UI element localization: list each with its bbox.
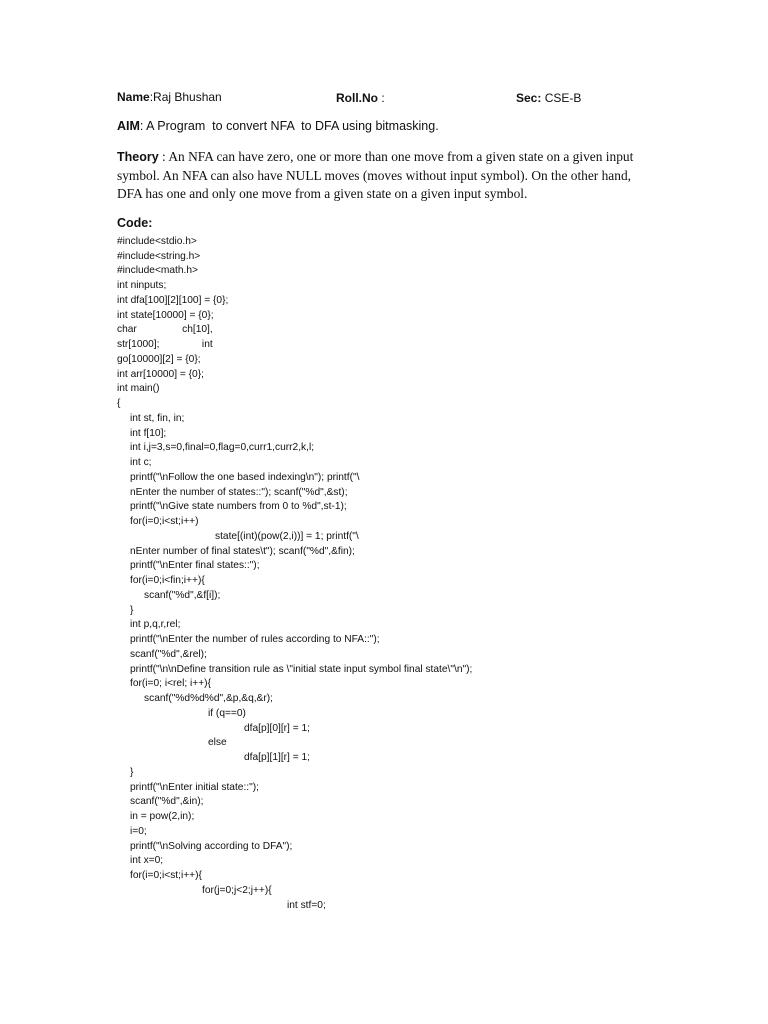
code-line: printf("\nEnter initial state::"); xyxy=(130,782,259,793)
code-line: int c; xyxy=(130,457,152,468)
code-line: scanf("%d",&f[i]); xyxy=(144,590,221,601)
code-line: for(j=0;j<2;j++){ xyxy=(202,885,272,896)
roll-value: : xyxy=(378,91,385,105)
code-line: for(i=0;i<fin;i++){ xyxy=(130,575,205,586)
section-field xyxy=(516,91,581,105)
code-line: #include<stdio.h> xyxy=(117,236,197,247)
name-value: :Raj Bhushan xyxy=(149,90,222,104)
code-line: printf("\nGive state numbers from 0 to %d",st-1); xyxy=(130,501,347,512)
code-line: int f[10]; xyxy=(130,428,167,439)
code-line: state[(int)(pow(2,i))] = 1; printf("\ xyxy=(215,531,359,542)
code-line: printf("\nFollow the one based indexing\n"); printf("\ xyxy=(130,472,360,483)
code-line: char ch[10], xyxy=(117,324,213,335)
code-line: int p,q,r,rel; xyxy=(130,619,181,630)
theory-paragraph xyxy=(117,148,637,204)
name-field xyxy=(117,90,222,104)
aim-line xyxy=(117,119,439,133)
code-heading: Code: xyxy=(117,216,153,230)
code-line: int dfa[100][2][100] = {0}; xyxy=(117,295,229,306)
code-line: nEnter the number of states::"); scanf("%d",&st); xyxy=(130,487,348,498)
code-line: int state[10000] = {0}; xyxy=(117,310,214,321)
code-line: for(i=0;i<st;i++) xyxy=(130,516,199,527)
code-line: scanf("%d",&in); xyxy=(130,796,204,807)
code-line: int arr[10000] = {0}; xyxy=(117,369,204,380)
code-line: go[10000][2] = {0}; xyxy=(117,354,201,365)
roll-field xyxy=(336,91,385,105)
code-line: #include<math.h> xyxy=(117,265,198,276)
code-line: scanf("%d",&rel); xyxy=(130,649,207,660)
code-line: #include<string.h> xyxy=(117,251,201,262)
code-line: else xyxy=(208,737,227,748)
code-line: } xyxy=(130,767,134,778)
name-label: Name xyxy=(117,90,150,104)
code-line: dfa[p][0][r] = 1; xyxy=(244,723,310,734)
code-line: int i,j=3,s=0,final=0,flag=0,curr1,curr2,k,l; xyxy=(130,442,315,453)
code-line: dfa[p][1][r] = 1; xyxy=(244,752,310,763)
theory-label: Theory xyxy=(117,150,159,164)
code-line: str[1000]; int xyxy=(117,339,213,350)
code-line: int stf=0; xyxy=(287,900,326,911)
section-value: CSE-B xyxy=(541,91,582,105)
code-line: int st, fin, in; xyxy=(130,413,185,424)
code-line: printf("\nEnter the number of rules according to NFA::"); xyxy=(130,634,380,645)
code-line: for(i=0; i<rel; i++){ xyxy=(130,678,211,689)
code-line: for(i=0;i<st;i++){ xyxy=(130,870,202,881)
code-line: in = pow(2,in); xyxy=(130,811,195,822)
aim-label: AIM xyxy=(117,119,140,133)
code-line: if (q==0) xyxy=(208,708,246,719)
code-line: } xyxy=(130,605,134,616)
code-line: i=0; xyxy=(130,826,147,837)
code-line: int ninputs; xyxy=(117,280,167,291)
section-label: Sec: xyxy=(516,91,542,105)
code-line: printf("\nEnter final states::"); xyxy=(130,560,260,571)
code-line: int main() xyxy=(117,383,160,394)
code-line: printf("\nSolving according to DFA"); xyxy=(130,841,293,852)
code-line: nEnter number of final states\t"); scanf("%d",&fin); xyxy=(130,546,355,557)
aim-text: : A Program to convert NFA to DFA using bitmasking. xyxy=(139,119,439,133)
code-line: printf("\n\nDefine transition rule as \"initial state input symbol final state\"\n"); xyxy=(130,664,473,675)
roll-label: Roll.No xyxy=(336,91,378,105)
code-line: { xyxy=(117,398,121,409)
theory-text: : An NFA can have zero, one or more than one move from a given state on a given input symbol. An NFA can also have NULL moves (moves without input symbol). On the other hand, DFA has one and only one move from a given state on a given input symbol. xyxy=(117,149,634,201)
code-line: scanf("%d%d%d",&p,&q,&r); xyxy=(144,693,273,704)
code-line: int x=0; xyxy=(130,855,164,866)
